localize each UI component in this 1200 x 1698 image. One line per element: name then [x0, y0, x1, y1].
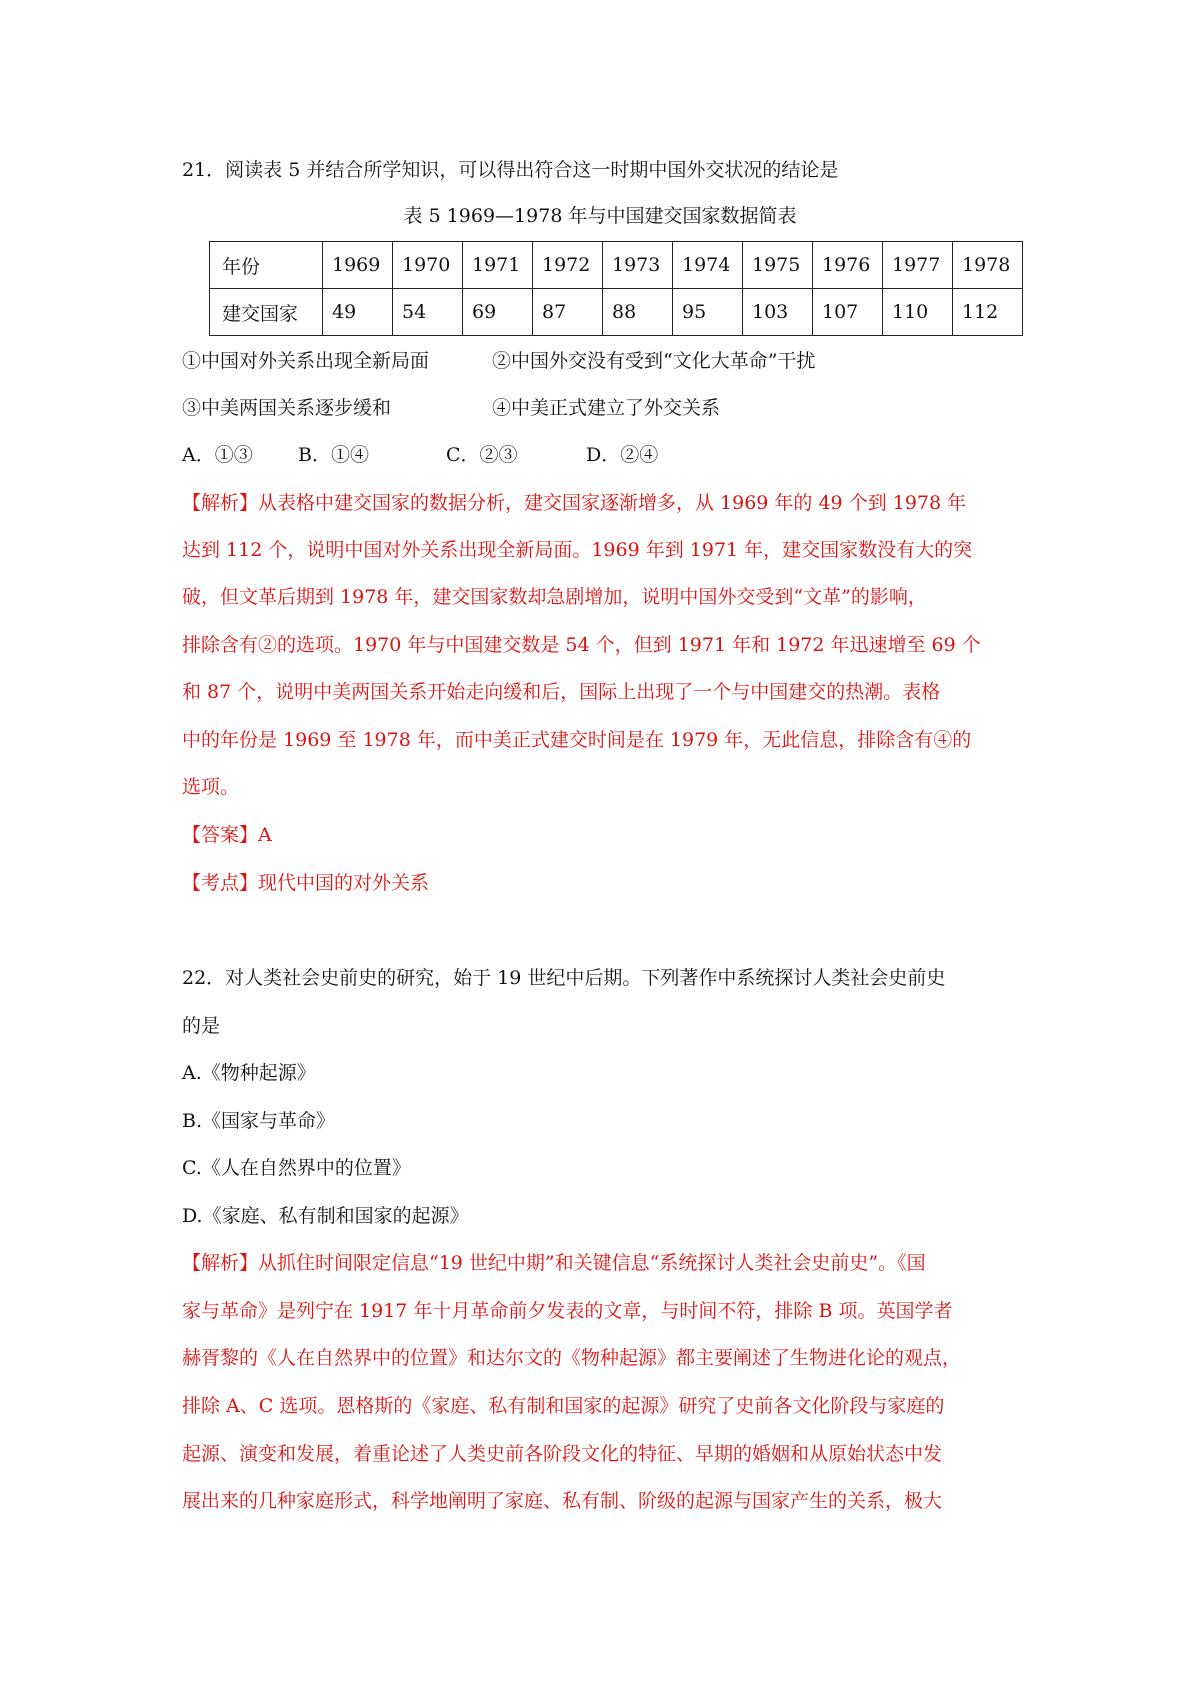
q22-analysis-line: 起源、演变和发展，着重论述了人类史前各阶段文化的特征、早期的婚姻和从原始状态中发: [182, 1443, 943, 1465]
table-cell-count: 103: [743, 289, 813, 336]
q22-option-a: A.《物种起源》: [182, 1062, 316, 1084]
q21-statement-3: ③中美两国关系逐步缓和: [182, 397, 392, 419]
table-cell-count-label: 建交国家: [210, 289, 323, 336]
table-cell-year: 1973: [603, 242, 673, 289]
table-cell-count: 87: [533, 289, 603, 336]
table-cell-year: 1974: [673, 242, 743, 289]
table-cell-count: 110: [883, 289, 953, 336]
table-cell-year: 1971: [463, 242, 533, 289]
table-row-counts: [210, 289, 1023, 336]
table-cell-year: 1969: [323, 242, 393, 289]
q21-analysis-line: 达到 112 个，说明中国对外关系出现全新局面。1969 年到 1971 年，建交国家数没有大的突: [182, 539, 973, 561]
q21-table-caption: 表 5 1969—1978 年与中国建交国家数据简表: [403, 205, 797, 227]
q21-analysis-line: 排除含有②的选项。1970 年与中国建交数是 54 个，但到 1971 年和 1972 年迅速增至 69 个: [182, 634, 981, 656]
table-cell-year: 1976: [813, 242, 883, 289]
table-cell-count: 49: [323, 289, 393, 336]
q21-statement-2: ②中国外交没有受到“文化大革命”干扰: [492, 350, 816, 372]
table-cell-year: 1972: [533, 242, 603, 289]
table-cell-count: 54: [393, 289, 463, 336]
q22-option-d: D.《家庭、私有制和国家的起源》: [182, 1205, 469, 1227]
q21-data-table: [209, 241, 1023, 336]
table-cell-count: 88: [603, 289, 673, 336]
table-cell-count: 69: [463, 289, 533, 336]
q22-option-b: B.《国家与革命》: [182, 1110, 336, 1132]
q21-analysis-line: 【解析】从表格中建交国家的数据分析，建交国家逐渐增多，从 1969 年的 49 个到 1978 年: [182, 492, 967, 514]
q21-stem: 21．阅读表 5 并结合所学知识，可以得出符合这一时期中国外交状况的结论是: [182, 159, 839, 181]
table-cell-count: 95: [673, 289, 743, 336]
q21-option-d: D．②④: [586, 444, 659, 466]
q22-analysis-line: 展出来的几种家庭形式，科学地阐明了家庭、私有制、阶级的起源与国家产生的关系，极大: [182, 1490, 943, 1512]
q21-option-a: A．①③: [182, 444, 253, 466]
q21-key-point: 【考点】现代中国的对外关系: [182, 872, 430, 894]
table-cell-year: 1978: [953, 242, 1023, 289]
q21-option-c: C．②③: [446, 444, 518, 466]
q21-analysis-line: 选项。: [182, 776, 240, 798]
q22-stem-line: 的是: [182, 1015, 221, 1037]
q22-analysis-line: 家与革命》是列宁在 1917 年十月革命前夕发表的文章，与时间不符，排除 B 项。英国学者: [182, 1300, 953, 1322]
table-row-years: [210, 242, 1023, 289]
table-cell-year: 1977: [883, 242, 953, 289]
q21-option-b: B．①④: [298, 444, 369, 466]
q22-analysis-line: 赫胥黎的《人在自然界中的位置》和达尔文的《物种起源》都主要阐述了生物进化论的观点，: [182, 1347, 962, 1369]
q21-statement-1: ①中国对外关系出现全新局面: [182, 350, 430, 372]
table-cell-year: 1975: [743, 242, 813, 289]
q22-analysis-line: 排除 A、C 选项。恩格斯的《家庭、私有制和国家的起源》研究了史前各文化阶段与家庭的: [182, 1395, 945, 1417]
table-cell-year-label: 年份: [210, 242, 323, 289]
table-cell-count: 107: [813, 289, 883, 336]
table-cell-count: 112: [953, 289, 1023, 336]
q21-statement-4: ④中美正式建立了外交关系: [492, 397, 721, 419]
q22-stem-line: 22．对人类社会史前史的研究，始于 19 世纪中后期。下列著作中系统探讨人类社会史前史: [182, 967, 946, 989]
q22-option-c: C.《人在自然界中的位置》: [182, 1157, 411, 1179]
q21-analysis-line: 和 87 个，说明中美两国关系开始走向缓和后，国际上出现了一个与中国建交的热潮。表格: [182, 681, 941, 703]
q21-answer: 【答案】A: [182, 824, 272, 846]
q22-analysis-line: 【解析】从抓住时间限定信息“19 世纪中期”和关键信息“系统探讨人类社会史前史”。《国: [182, 1252, 926, 1274]
q21-analysis-line: 中的年份是 1969 至 1978 年，而中美正式建交时间是在 1979 年，无此信息，排除含有④的: [182, 729, 972, 751]
table-cell-year: 1970: [393, 242, 463, 289]
q21-analysis-line: 破，但文革后期到 1978 年，建交国家数却急剧增加，说明中国外交受到“文革”的影响，: [182, 586, 927, 608]
